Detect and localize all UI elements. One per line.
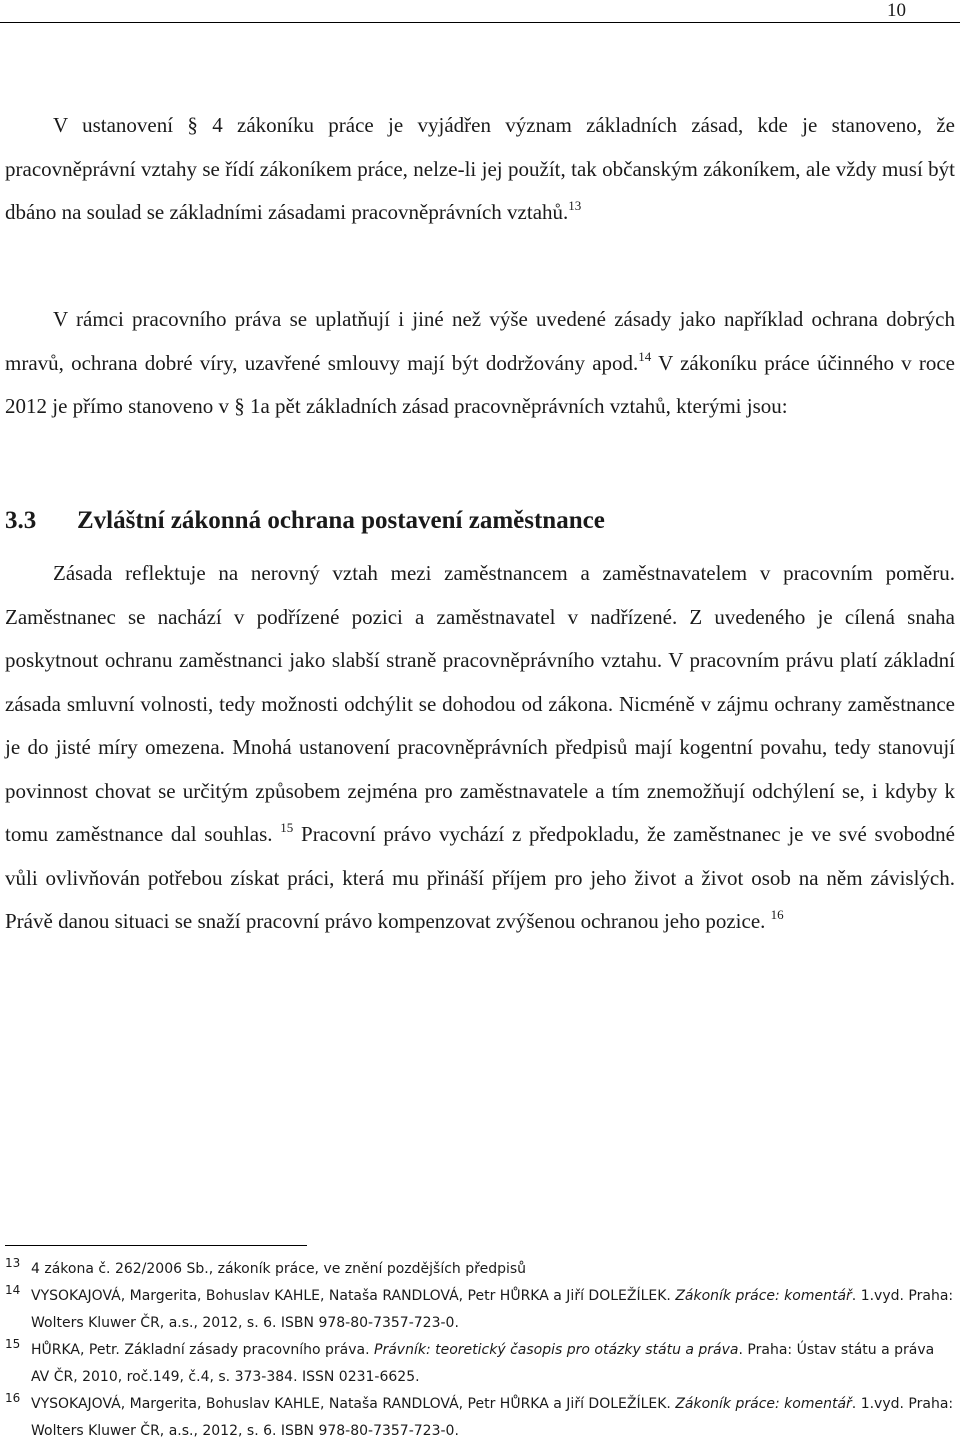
footnote-text: HŮRKA, Petr. Základní zásady pracovního práva.	[31, 1342, 375, 1358]
section-title: Zvláštní zákonná ochrana postavení zaměstnance	[77, 507, 605, 534]
footnote-16	[5, 1391, 955, 1445]
paragraph-text: Pracovní právo vychází z předpokladu, že zaměstnanec je ve své svobodné vůli ovlivňován potřebou získat práci, která mu přináší příjem pro jeho život a život osob na něm závislých. Právě danou situaci se snaží pracovní právo kompenzovat zvýšenou ochranou jeho pozice.	[5, 822, 956, 933]
footnotes	[5, 1256, 955, 1445]
footnote-number: 16	[5, 1391, 21, 1405]
footnote-number: 13	[5, 1256, 21, 1270]
section-number: 3.3	[5, 507, 37, 534]
footnote-text: VYSOKAJOVÁ, Margerita, Bohuslav KAHLE, Nataša RANDLOVÁ, Petr HŮRKA a Jiří DOLEŽÍLEK.	[31, 1396, 676, 1412]
footnote-title: Zákoník práce: komentář	[675, 1288, 852, 1304]
footnote-title: Právník: teoretický časopis pro otázky státu a práva	[374, 1342, 739, 1358]
paragraph-zasady-ustanoveni	[5, 104, 955, 235]
paragraph-text: V rámci pracovního práva se uplatňují i jiné než výše uvedené zásady jako například ochrana dobrých mravů, ochrana dobré víry, uzavřené smlouvy mají být dodržovány apod.	[5, 307, 955, 375]
paragraph-text: Zásada reflektuje na nerovný vztah mezi zaměstnancem a zaměstnavatelem v pracovním poměru. Zaměstnanec se nachází v podřízené pozici a zaměstnavatel v nadřízené. Z uvedeného je cílená snaha poskytnout ochranu zaměstnanci jako slabší straně pracovněprávního vztahu. V pracovním právu platí základní zásada smluvní volnosti, tedy možnosti odchýlit se dohodou od zákona. Nicméně v zájmu ochrany zaměstnance je do jisté míry omezena. Mnohá ustanovení pracovněprávních předpisů mají kogentní povahu, tedy stanovují povinnost chovat se určitým způsobem zejména pro zaměstnavatele a tím znemožňují odchýlení se, i kdyby k tomu zaměstnance dal souhlas.	[5, 561, 955, 846]
header-rule	[0, 22, 960, 23]
section-heading	[5, 501, 605, 541]
footnote-number: 15	[5, 1337, 21, 1351]
footnote-15	[5, 1337, 955, 1391]
paragraph-jine-zasady	[5, 298, 955, 429]
paragraph-text: V zákoníku práce účinného v roce 2012 je přímo stanoveno v § 1a pět základních zásad pracovněprávních vztahů, kterými jsou:	[5, 350, 955, 418]
page-number: 10	[887, 0, 906, 21]
footnote-14	[5, 1283, 955, 1337]
footnote-text: . 1.vyd. Praha: Wolters Kluwer ČR, a.s., 2012, s. 6. ISBN 978-80-7357-723-0.	[31, 1288, 954, 1331]
footnote-13	[5, 1256, 955, 1283]
paragraph-ochrana-zamestnance	[5, 552, 955, 944]
footnote-separator	[5, 1245, 307, 1246]
footnote-text: 4 zákona č. 262/2006 Sb., zákoník práce, ve znění pozdějších předpisů	[31, 1261, 527, 1277]
paragraph-text: V ustanovení § 4 zákoníku práce je vyjádřen význam základních zásad, kde je stanoveno, že pracovněprávní vztahy se řídí zákoníkem práce, nelze-li jej použít, tak občanským zákoníkem, ale vždy musí být dbáno na soulad se základními zásadami pracovněprávních vztahů.	[5, 113, 955, 224]
footnote-ref-14[interactable]: 14	[638, 348, 652, 364]
footnote-ref-15[interactable]: 15	[280, 820, 294, 835]
footnote-number: 14	[5, 1283, 21, 1297]
footnote-ref-13[interactable]: 13	[568, 198, 582, 213]
footnote-text: . 1.vyd. Praha: Wolters Kluwer ČR, a.s., 2012, s. 6. ISBN 978-80-7357-723-0.	[31, 1396, 954, 1439]
footnote-ref-16[interactable]: 16	[770, 907, 784, 922]
footnote-text: . Praha: Ústav státu a práva AV ČR, 2010, roč.149, č.4, s. 373-384. ISSN 0231-6625.	[31, 1342, 935, 1385]
footnote-title: Zákoník práce: komentář	[675, 1396, 852, 1412]
footnote-text: VYSOKAJOVÁ, Margerita, Bohuslav KAHLE, Nataša RANDLOVÁ, Petr HŮRKA a Jiří DOLEŽÍLEK.	[31, 1288, 676, 1304]
